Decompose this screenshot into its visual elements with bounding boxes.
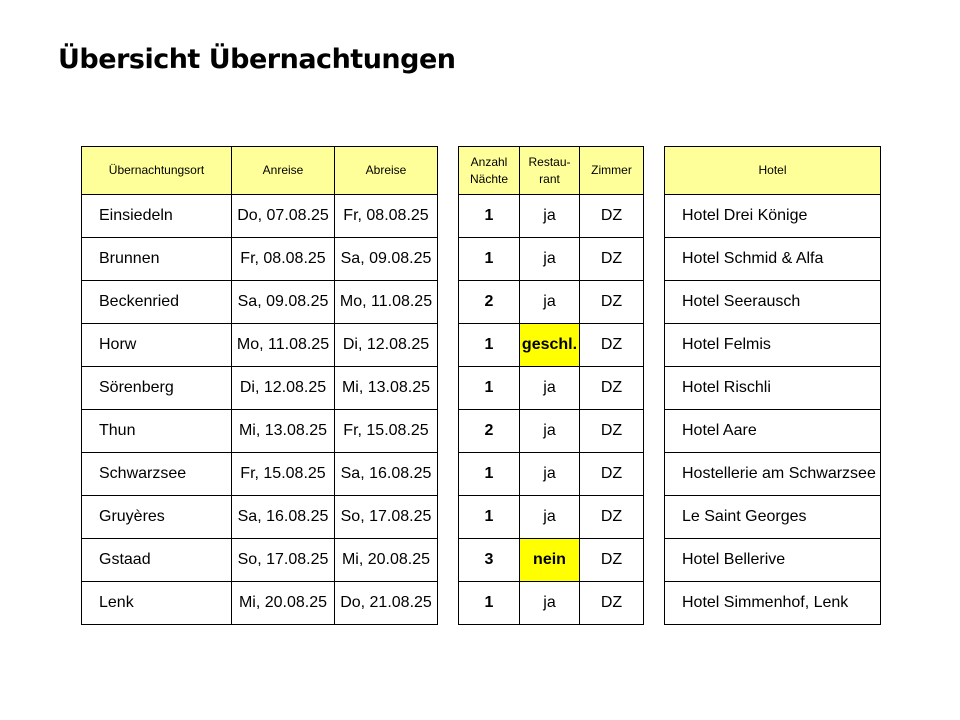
cell-anreise: Fr, 08.08.25 — [232, 238, 335, 281]
cell-abreise: Mi, 13.08.25 — [335, 367, 438, 410]
cell-anreise: Mi, 20.08.25 — [232, 582, 335, 625]
table-row — [665, 324, 881, 367]
cell-anreise: Sa, 16.08.25 — [232, 496, 335, 539]
cell-hotel: Hotel Bellerive — [665, 539, 881, 582]
cell-zimmer: DZ — [580, 453, 644, 496]
cell-restaurant: geschl. — [520, 324, 580, 367]
cell-naechte: 1 — [459, 582, 520, 625]
table-row — [459, 238, 644, 281]
cell-zimmer: DZ — [580, 367, 644, 410]
cell-naechte: 2 — [459, 410, 520, 453]
cell-ort: Thun — [82, 410, 232, 453]
table-row — [82, 582, 438, 625]
cell-ort: Einsiedeln — [82, 195, 232, 238]
cell-hotel: Hotel Aare — [665, 410, 881, 453]
cell-restaurant: ja — [520, 410, 580, 453]
cell-ort: Brunnen — [82, 238, 232, 281]
cell-anreise: Do, 07.08.25 — [232, 195, 335, 238]
cell-restaurant: ja — [520, 195, 580, 238]
cell-abreise: Do, 21.08.25 — [335, 582, 438, 625]
header-hotel: Hotel — [665, 147, 881, 195]
cell-anreise: So, 17.08.25 — [232, 539, 335, 582]
cell-hotel: Hotel Felmis — [665, 324, 881, 367]
table-row — [665, 496, 881, 539]
cell-hotel: Hotel Rischli — [665, 367, 881, 410]
cell-restaurant: nein — [520, 539, 580, 582]
table-row — [459, 195, 644, 238]
table-row — [459, 367, 644, 410]
table-row — [82, 410, 438, 453]
cell-zimmer: DZ — [580, 238, 644, 281]
page-title: Übersicht Übernachtungen — [58, 44, 456, 75]
cell-anreise: Fr, 15.08.25 — [232, 453, 335, 496]
cell-anreise: Mo, 11.08.25 — [232, 324, 335, 367]
cell-zimmer: DZ — [580, 281, 644, 324]
cell-anreise: Di, 12.08.25 — [232, 367, 335, 410]
cell-hotel: Hotel Simmenhof, Lenk — [665, 582, 881, 625]
cell-restaurant: ja — [520, 453, 580, 496]
cell-ort: Gstaad — [82, 539, 232, 582]
header-naechte — [459, 147, 520, 195]
table-row — [82, 496, 438, 539]
cell-abreise: Sa, 16.08.25 — [335, 453, 438, 496]
table-row — [665, 281, 881, 324]
cell-abreise: Mi, 20.08.25 — [335, 539, 438, 582]
cell-naechte: 2 — [459, 281, 520, 324]
cell-abreise: Sa, 09.08.25 — [335, 238, 438, 281]
header-restaurant-line2: rant — [539, 171, 560, 186]
header-restaurant-line1: Restau- — [528, 154, 571, 169]
cell-zimmer: DZ — [580, 539, 644, 582]
cell-abreise: So, 17.08.25 — [335, 496, 438, 539]
header-row — [665, 147, 881, 195]
cell-naechte: 1 — [459, 453, 520, 496]
cell-abreise: Di, 12.08.25 — [335, 324, 438, 367]
cell-naechte: 1 — [459, 324, 520, 367]
cell-abreise: Fr, 08.08.25 — [335, 195, 438, 238]
cell-hotel: Hotel Seerausch — [665, 281, 881, 324]
cell-ort: Sörenberg — [82, 367, 232, 410]
cell-ort: Horw — [82, 324, 232, 367]
table-row — [665, 410, 881, 453]
table-row — [665, 539, 881, 582]
cell-zimmer: DZ — [580, 582, 644, 625]
table-row — [459, 539, 644, 582]
table-row — [665, 195, 881, 238]
cell-abreise: Fr, 15.08.25 — [335, 410, 438, 453]
header-naechte-line2: Nächte — [469, 171, 509, 186]
cell-anreise: Sa, 09.08.25 — [232, 281, 335, 324]
cell-restaurant: ja — [520, 582, 580, 625]
hotel-table — [664, 146, 881, 625]
table-row — [82, 324, 438, 367]
cell-zimmer: DZ — [580, 324, 644, 367]
cell-naechte: 3 — [459, 539, 520, 582]
cell-zimmer: DZ — [580, 410, 644, 453]
table-row — [665, 367, 881, 410]
table-row — [459, 324, 644, 367]
table-row — [665, 453, 881, 496]
cell-hotel: Hotel Drei Könige — [665, 195, 881, 238]
table-row — [665, 582, 881, 625]
header-abreise: Abreise — [335, 147, 438, 195]
cell-zimmer: DZ — [580, 195, 644, 238]
table-row — [82, 539, 438, 582]
header-anreise: Anreise — [232, 147, 335, 195]
cell-ort: Schwarzsee — [82, 453, 232, 496]
stay-details-table — [458, 146, 644, 625]
cell-ort: Gruyères — [82, 496, 232, 539]
cell-restaurant: ja — [520, 238, 580, 281]
cell-anreise: Mi, 13.08.25 — [232, 410, 335, 453]
table-row — [82, 195, 438, 238]
cell-restaurant: ja — [520, 496, 580, 539]
cell-ort: Beckenried — [82, 281, 232, 324]
cell-restaurant: ja — [520, 367, 580, 410]
table-row — [459, 281, 644, 324]
header-row — [459, 147, 644, 195]
cell-naechte: 1 — [459, 238, 520, 281]
table-row — [82, 281, 438, 324]
table-row — [459, 496, 644, 539]
table-row — [82, 238, 438, 281]
header-naechte-line1: Anzahl — [470, 154, 508, 169]
cell-naechte: 1 — [459, 367, 520, 410]
table-row — [459, 582, 644, 625]
header-row — [82, 147, 438, 195]
cell-hotel: Le Saint Georges — [665, 496, 881, 539]
table-row — [459, 410, 644, 453]
cell-restaurant: ja — [520, 281, 580, 324]
table-row — [459, 453, 644, 496]
cell-naechte: 1 — [459, 195, 520, 238]
table-row — [82, 453, 438, 496]
cell-zimmer: DZ — [580, 496, 644, 539]
header-zimmer: Zimmer — [580, 147, 644, 195]
stay-dates-table — [81, 146, 438, 625]
cell-abreise: Mo, 11.08.25 — [335, 281, 438, 324]
cell-ort: Lenk — [82, 582, 232, 625]
table-row — [82, 367, 438, 410]
header-restaurant — [520, 147, 580, 195]
cell-hotel: Hotel Schmid & Alfa — [665, 238, 881, 281]
cell-naechte: 1 — [459, 496, 520, 539]
table-row — [665, 238, 881, 281]
cell-hotel: Hostellerie am Schwarzsee — [665, 453, 881, 496]
header-ort: Übernachtungsort — [82, 147, 232, 195]
